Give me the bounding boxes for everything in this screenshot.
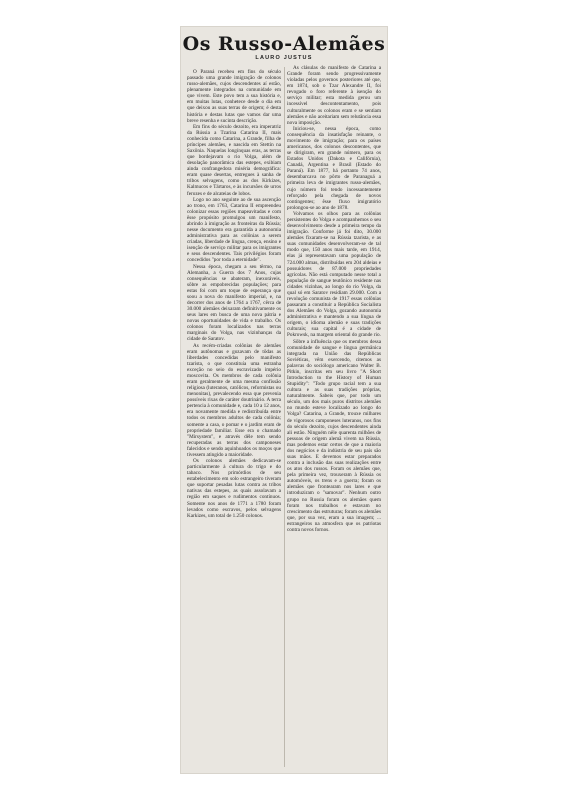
article-title: Os Russo-Alemães — [182, 33, 386, 55]
newspaper-clipping — [180, 26, 388, 774]
left-column — [187, 69, 281, 519]
left-paragraph-1: O Paraná recebeu em fins do século passado uma grande imigração de colonos russo-alemães, cujos descendentes aí estão, plenamente integrados na comunidade em que vivem. Este povo tem a sua história e, em muitas lutas, conhetece desde o dia em que deixou as suas terras de origem; é desta história e destas lutas que vamos dar uma breve resenha e sucinta descrição. — [187, 69, 281, 124]
article-header — [181, 33, 387, 62]
article-byline: LAURO JUSTUS — [255, 55, 313, 61]
right-paragraph-1: As clásulas do manifesto de Catarina a Grande foram sendo progressivamente violadas pelos governos posteriores até que, em 1874, sob o Tzar Alexandre II, foi revogado o foro referente à isenção do serviço militar; esta medida gerou um incessível descontentamento, pois culturalmente os colonos eram e se sentiam alemães e não aceitariam sem relutância essa nova imposição. — [287, 65, 381, 126]
right-paragraph-2: Iniciou-se, nessa época, como consequência da insatisfação reinante, o movimento de imigração; para os países americanos, dos colonos descontentes, que se dirigiram, em grande número, para os Estados Unidos (Dakota e Califórnia), Canadá, Argentina e Brasil (Estado do Paraná). Em 1877, há portanto 74 anos, desembarcava no pôrto de Paranaguá a primeira leva de imigrantes russo-alemães, cujo número foi tendo incessantemente reforçado pela chegada de novos contingentes; êsse fluxo imigratório prolongou-se ao ano de 1878. — [287, 125, 381, 211]
left-paragraph-4: Nessa época, chegam a seu têrmo, na Alemanha, a Guerra dos 7 Anos, cujas consequências se abateram, inexoráveis, sôbre as empobrecidas populações; para estas foi com um toque de esperança que soou a nova do manifesto imperial, e, na decorrer dos anos de 1764 a 1767, cêrca de 30.000 alemães deixaram definitivamente os seus lares em busca de uma nova pátria e novas oportunidades de vida e trabalho. Os colonos foram localizados nas terras marginais do Volga, nas vizinhanças da cidade de Saratov. — [187, 263, 281, 343]
right-column — [287, 65, 381, 533]
right-paragraph-4: Sôbre a influência que os membros dessa comunidade de sangue e língua germânica integrada na União das Repúblicas Soviéticas, vêm exercendo, citemos as palavras do sociólogo americano Walter B. Pitkin, inscritas em seu livro "A Short Introduction to the History of Human Stupidity": "Todo grupo racial tem a sua cultura e as suas tradições próprias, naturalmente. Sabeis que, por todo um século, um dos mais puros distritos alemães no mundo esteve localizado ao longo do Volga? Catarina, a Grande, trouxe milhares de vigorosos camponeses luteranos, nos fins do século dezoito, cujos descendentes ainda ali estão. Ninguém nêle quarenta milhões de pessoas de origem alemã vivem na Rússia, mas podemos estar certos de que a maioria dos negócios e da indústria de seu país são suas mãos. E devemos estar preparados contra a inclusão das suas realizações entre os atos dos russos. Foram os alemães que, pela primeira vez, trouxeram à Rússia os automóveis, os trens e a guerra; foram os alemães que frontearam nos lares e que introduziram o "samovar". Nenhum outro grupo no Russia foram os alemães quem foram nos trabalhos e estavam no crescimento das estruturas; foram os alemães que, por sua vez, eram a sua imagem; ... estrangeiros na atmosfera que os patriotas contra novos fornos. — [287, 338, 381, 533]
left-paragraph-5: As recém-criadas colônias de alemães eram autônomas e gozavam de tôdas as liberdades concedidas pelo manifesto tzarista, o que constituía uma estranha exceção no seio do escravizado império moscovita. Os membros de cada colônia eram geralmente de uma mesma confissão religiosa (luteranos, católicos, reformistas ou menonitas), prevalecendo essa que prevenia possíveis rixas de caráter doutrinário. A terra pertencia à comunidade e, cada 10 a 12 anos, era novamente medida e redistribuída entre todos os membros adultos de cada colônia; somente a casa, o pomar e o jardim eram de propriedade familiar. Esse era o chamado "Mirsystem", e através dêle tem sendo recuperadas as terras dos camponeses falecidos e sendo aquinhoados os moços que tivessem atingido a maioridade. — [187, 342, 281, 458]
left-paragraph-6: Os colonos alemães dedicavam-se particularmente à cultura do trigo e do tabaco. Nos primórdios de seu estabelecimento em solo estrangeiro tiveram que suportar pesadas lutas contra as tribos nativas das estepes, as quais assolavam a região em saques e rudimentos contínuos. Somente nos anos de 1771 a 1780 foram levados como escravos, pelos selvagens Karkizes, um total de 1.250 colonos. — [187, 458, 281, 519]
left-paragraph-3: Logo no ano seguinte ao de sua ascenção ao trono, em 1763, Catarina II empreendeu colonizar essas regiões mapeavitadas e com êsse propósito promulgou um manifesto, abrindo à imigração as fronteiras da Rússia; nesse documento era garantida a autonomia administrativa para as colônias a serem criadas, liberdade de língua, crença, ensino e isenção de serviço militar para os imigrantes e seus descendentes. Tais privilégios foram concedidos "por toda a eternidade". — [187, 196, 281, 264]
right-paragraph-3: Volvamos os olhos para as colônias persistentes do Volga e acompanhemos o seu desenvolvimento desde a primeira tempo da imigração. Conforme já foi dito, 30.000 alemães fixaram-se na Rússia tzarista, e as suas comunidades desenvolveram-se de tal modo que, 150 anos mais tarde, em 1914, elas já representavam uma população de 724.000 almas, distribuídas em 204 aldeias e possuidores de 87.000 propriedades agrícolas. Não está computado nesse total a população de sangue teutônico residente nas cidades vizinhas, ao longo do rio Volga, da qual só em Saratov residiam 29.000. Com a revolução comunista de 1917 essas colônias passaram a constituir a República Socialista dos Alemães do Volga, gozando autonomia administrativa e mantendo a sua língua de origem, o idioma alemão e suas tradições culturais; sua capital é a cidade de Pokrowsk, na margem oriental do grande rio. — [287, 210, 381, 339]
left-paragraph-2: Em fins do século dezoito, era imperatriz da Rússia a Tzarina Catarina II, mais conhecida como Catarina, a Grande, filha de príncipes alemães, e nascida em Stettin na Saxônia. Naquelas longínquas eras, as terras que bordejavam o rio Volga, além de desolação panorâmica das estepes, exibiam ainda confrangedora miséria demográfica: eram quase desertas, entregues à sanha de tribos selvagens, como as dos Kirkizes, Kalmucos e Tártaros, e às incursões de urros ferozes e de alcateias de lobos. — [187, 123, 281, 197]
column-divider — [284, 67, 285, 767]
